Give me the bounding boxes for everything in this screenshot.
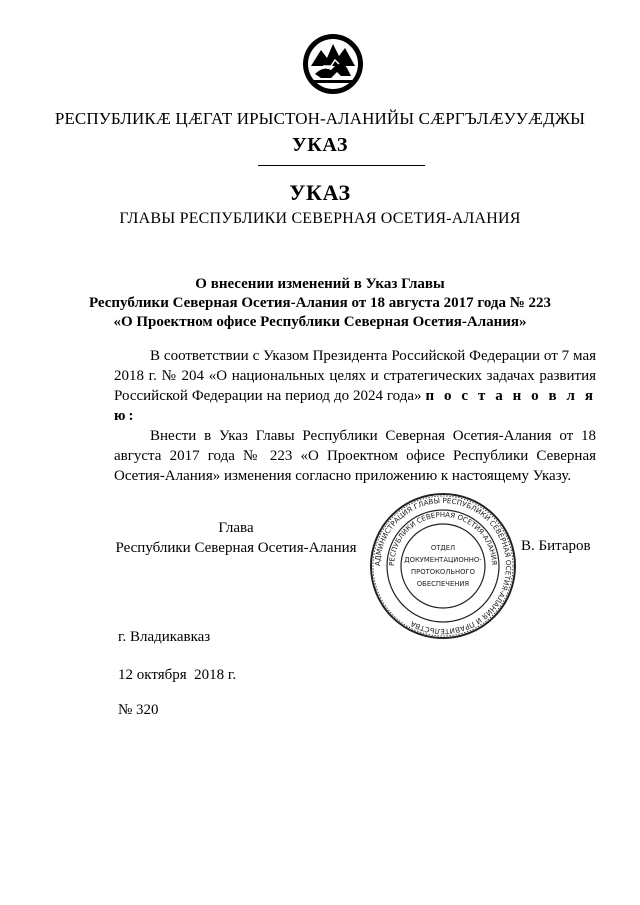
ukaz-heading-russian: УКАЗ (289, 180, 351, 205)
decree-title-line-3: «О Проектном офисе Республики Северная Осетия-Алания» (113, 314, 527, 330)
operative-paragraph: Внести в Указ Главы Республики Северная Осетия-Алания от 18 августа 2017 года № 223 «О Проектном офисе Республики Северная Осетия-Алания» изменения согласно приложению к настоящему Указу. (114, 428, 596, 484)
decree-title (0, 275, 640, 332)
decree-body (114, 346, 596, 486)
stamp-center-line-2: ДОКУМЕНТАЦИОННО- (404, 556, 482, 564)
coat-of-arms-emblem (301, 32, 365, 96)
issue-date: 12 октября 2018 г. (118, 667, 237, 683)
decree-title-line-1: О внесении изменений в Указ Главы (195, 276, 445, 292)
preamble-paragraph (114, 346, 596, 426)
signatory-name: В. Битаров (521, 538, 591, 554)
stamp-center-line-3: ПРОТОКОЛЬНОГО (411, 568, 475, 576)
preamble-text: В соответствии с Указом Президента Российской Федерации от 7 мая 2018 г. № 204 «О национальных целях и стратегических задачах развития Российской Федерации на период до 2024 года» (114, 348, 596, 404)
stamp-center-line-1: ОТДЕЛ (430, 544, 456, 552)
official-stamp (367, 490, 519, 642)
decree-number: № 320 (118, 702, 159, 718)
stamp-outer-text: АДМИНИСТРАЦИЯ ГЛАВЫ РЕСПУБЛИКИ СЕВЕРНАЯ ОСЕТИЯ-АЛАНИЯ И ПРАВИТЕЛЬСТВА (372, 495, 514, 637)
decree-title-line-2: Республики Северная Осетия-Алания от 18 августа 2017 года № 223 (88, 295, 552, 311)
stamp-inner-text: РЕСПУБЛИКИ СЕВЕРНАЯ ОСЕТИЯ-АЛАНИЯ (387, 510, 499, 567)
header-divider (258, 165, 425, 166)
issuer-subtitle: ГЛАВЫ РЕСПУБЛИКИ СЕВЕРНАЯ ОСЕТИЯ-АЛАНИЯ (119, 210, 521, 227)
signatory-position (108, 518, 364, 558)
signatory-position-line-2: Республики Северная Осетия-Алания (115, 540, 357, 556)
ukaz-heading-ossetian: УКАЗ (291, 134, 349, 156)
signatory-position-line-1: Глава (218, 520, 254, 536)
decree-word: п о с т а н о в л я ю: (114, 388, 596, 424)
republic-name-ossetian: РЕСПУБЛИКӔ ЦӔГАТ ИРЫСТОН-АЛАНИЙЫ СӔРГЪЛӔУУӔДЖЫ (54, 109, 586, 128)
issue-city: г. Владикавказ (118, 629, 211, 645)
stamp-center-line-4: ОБЕСПЕЧЕНИЯ (416, 580, 470, 588)
